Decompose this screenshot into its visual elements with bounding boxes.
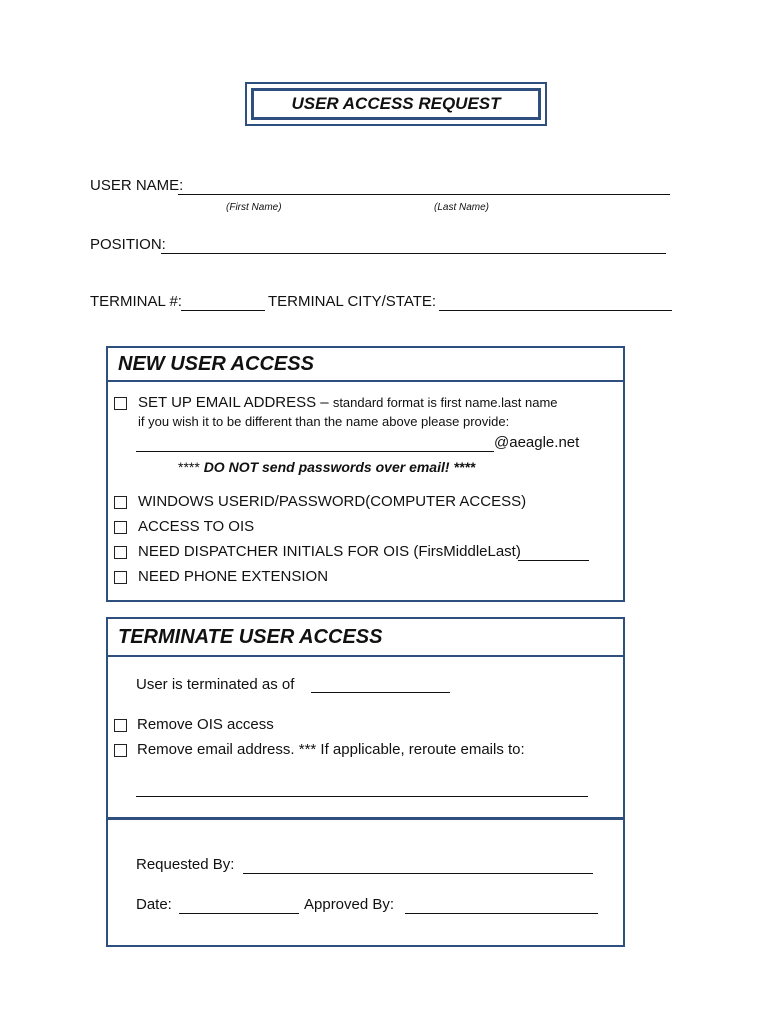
warning-suffix: **** bbox=[453, 459, 476, 475]
password-warning bbox=[178, 459, 475, 475]
email-different-note: if you wish it to be different than the name above please provide: bbox=[138, 414, 510, 429]
approved-by-label: Approved By: bbox=[304, 896, 395, 913]
access-ois-label: ACCESS TO OIS bbox=[138, 518, 255, 535]
remove-ois-checkbox[interactable] bbox=[114, 719, 127, 732]
setup-email-label bbox=[138, 394, 558, 411]
user-name-label: USER NAME: bbox=[90, 177, 184, 194]
remove-email-checkbox[interactable] bbox=[114, 744, 127, 757]
approved-by-field[interactable] bbox=[405, 913, 598, 914]
windows-userid-label: WINDOWS USERID/PASSWORD(COMPUTER ACCESS) bbox=[138, 493, 527, 510]
setup-email-checkbox[interactable] bbox=[114, 397, 127, 410]
phone-extension-checkbox[interactable] bbox=[114, 571, 127, 584]
requested-by-field[interactable] bbox=[243, 873, 593, 874]
windows-userid-checkbox[interactable] bbox=[114, 496, 127, 509]
terminal-label: TERMINAL #: bbox=[90, 293, 182, 310]
terminal-city-label: TERMINAL CITY/STATE: bbox=[268, 293, 437, 310]
date-field[interactable] bbox=[179, 913, 299, 914]
terminal-number-field[interactable] bbox=[181, 310, 265, 311]
terminated-as-of-label: User is terminated as of bbox=[136, 676, 295, 693]
last-name-hint: (Last Name) bbox=[434, 202, 490, 213]
dispatcher-initials-field[interactable] bbox=[518, 560, 589, 561]
custom-email-field[interactable] bbox=[136, 451, 494, 452]
terminate-heading: TERMINATE USER ACCESS bbox=[108, 619, 623, 657]
dispatcher-initials-label: NEED DISPATCHER INITIALS FOR OIS (FirsMiddleLast) bbox=[138, 543, 521, 560]
terminal-city-field[interactable] bbox=[439, 310, 672, 311]
position-field[interactable] bbox=[161, 253, 666, 254]
phone-extension-label: NEED PHONE EXTENSION bbox=[138, 568, 329, 585]
setup-email-label-text: SET UP EMAIL ADDRESS – bbox=[138, 394, 329, 411]
page-title: USER ACCESS REQUEST bbox=[251, 88, 541, 120]
access-ois-checkbox[interactable] bbox=[114, 521, 127, 534]
remove-ois-label: Remove OIS access bbox=[137, 716, 274, 733]
terminated-date-field[interactable] bbox=[311, 692, 450, 693]
position-label: POSITION: bbox=[90, 236, 166, 253]
date-label: Date: bbox=[136, 896, 172, 913]
dispatcher-initials-checkbox[interactable] bbox=[114, 546, 127, 559]
approval-section bbox=[106, 818, 625, 947]
new-user-heading: NEW USER ACCESS bbox=[108, 348, 623, 382]
first-name-hint: (First Name) bbox=[226, 202, 282, 213]
email-format-note: standard format is first name.last name bbox=[332, 395, 558, 410]
warning-text: DO NOT send passwords over email! bbox=[203, 459, 450, 475]
requested-by-label: Requested By: bbox=[136, 856, 235, 873]
warning-prefix: **** bbox=[178, 459, 200, 475]
reroute-email-field[interactable] bbox=[136, 796, 588, 797]
title-box bbox=[245, 82, 547, 126]
remove-email-label: Remove email address. *** If applicable, reroute emails to: bbox=[137, 741, 525, 758]
user-name-field[interactable] bbox=[178, 194, 670, 195]
email-domain: @aeagle.net bbox=[494, 434, 580, 451]
